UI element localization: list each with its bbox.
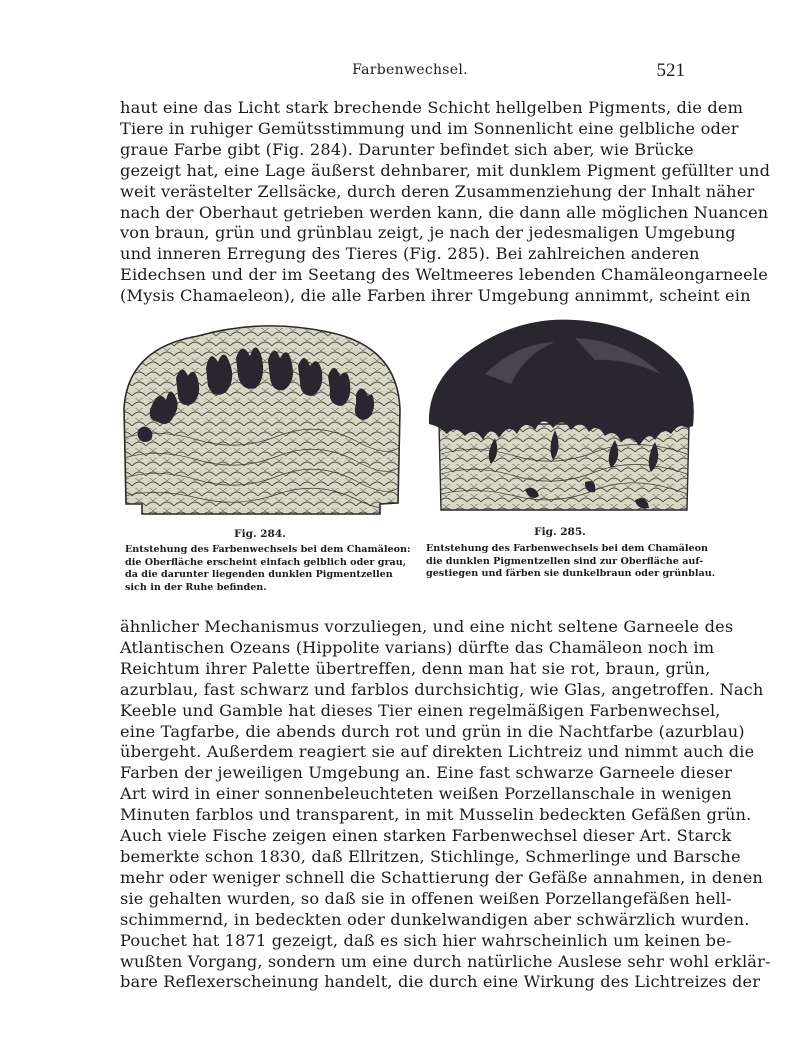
text-line: gezeigt hat, eine Lage äußerst dehnbarer, mit dunklem Pigment gefüllter und <box>120 160 771 180</box>
caption-line: da die darunter liegenden dunklen Pigmentzellen <box>125 569 393 581</box>
text-line: (Mysis Chamaeleon), die alle Farben ihrer Umgebung annimmt, scheint ein <box>120 286 751 306</box>
text-line: bemerkte schon 1830, daß Ellritzen, Stichlinge, Schmerlinge und Barsche <box>120 846 741 866</box>
text-line: sie gehalten wurden, so daß sie in offenen weißen Porzellangefäßen hell- <box>120 888 732 908</box>
figure-285-caption <box>426 543 716 581</box>
skin-section-darkened-image <box>425 314 697 518</box>
text-line: Minuten farblos und transparent, in mit Musselin bedeckten Gefäßen grün. <box>120 805 752 825</box>
text-line: Keeble und Gamble hat dieses Tier einen regelmäßigen Farbenwechsel, <box>120 700 721 720</box>
text-line: azurblau, fast schwarz und farblos durchsichtig, wie Glas, angetroffen. Nach <box>120 679 764 699</box>
text-line: haut eine das Licht stark brechende Schicht hellgelben Pigments, die dem <box>120 98 744 117</box>
text-line: und inneren Erregung des Tieres (Fig. 285). Bei zahlreichen anderen <box>120 244 700 264</box>
caption-line: sich in der Ruhe befinden. <box>125 581 267 593</box>
text-line: Eidechsen und der im Seetang des Weltmeeres lebenden Chamäleongarneele <box>120 265 768 285</box>
text-line: Reichtum ihrer Palette übertreffen, denn man hat sie rot, braun, grün, <box>120 658 711 678</box>
text-line: Art wird in einer sonnenbeleuchteten weißen Porzellanschale in wenigen <box>120 784 732 804</box>
text-line: Pouchet hat 1871 gezeigt, daß es sich hier wahrscheinlich um keinen be- <box>120 930 732 950</box>
caption-line: die Oberfläche erscheint einfach gelblich oder grau, <box>125 556 407 568</box>
text-line: weit verästelter Zellsäcke, durch deren Zusammenziehung der Inhalt näher <box>120 181 755 201</box>
text-line: eine Tagfarbe, die abends durch rot und grün in die Nachtfarbe (azurblau) <box>120 721 745 741</box>
text-line: von braun, grün und grünblau zeigt, je nach der jedesmaligen Umgebung <box>120 223 736 243</box>
caption-line: gestiegen und färben sie dunkelbraun oder grünblau. <box>426 568 716 580</box>
paragraph-bottom <box>120 617 771 993</box>
caption-line: Entstehung des Farbenwechsels bei dem Chamäleon: <box>125 544 411 555</box>
text-line: Tiere in ruhiger Gemütsstimmung und im Sonnenlicht eine gelbliche oder <box>120 118 739 138</box>
figure-284-caption <box>125 544 411 594</box>
text-line: nach der Oberhaut getrieben werden kann, die dann alle möglichen Nuancen <box>120 202 769 222</box>
page-number: 521 <box>656 60 685 81</box>
text-line: Farben der jeweiligen Umgebung an. Eine fast schwarze Garneele dieser <box>120 763 732 783</box>
paragraph-top <box>120 98 771 307</box>
text-line: graue Farbe gibt (Fig. 284). Darunter befindet sich aber, wie Brücke <box>120 139 694 159</box>
text-line: Atlantischen Ozeans (Hippolite varians) dürfte das Chamäleon noch im <box>120 637 715 657</box>
skin-section-resting-image <box>118 318 406 518</box>
figure-285-illustration <box>425 314 697 518</box>
text-line: ähnlicher Mechanismus vorzuliegen, und eine nicht seltene Garneele des <box>120 617 734 636</box>
figure-284-label: Fig. 284. <box>234 528 286 540</box>
text-line: Auch viele Fische zeigen einen starken Farbenwechsel dieser Art. Starck <box>120 826 732 846</box>
caption-line: die dunklen Pigmentzellen sind zur Oberfläche auf- <box>426 555 704 567</box>
text-line: bare Reflexerscheinung handelt, die durch eine Wirkung des Lichtreizes der <box>120 972 761 992</box>
text-line: wußten Vorgang, sondern um eine durch natürliche Auslese sehr wohl erklär- <box>120 951 771 971</box>
running-head: Farbenwechsel. <box>352 62 468 78</box>
figure-284-illustration <box>118 318 406 518</box>
text-line: übergeht. Außerdem reagiert sie auf direkten Lichtreiz und nimmt auch die <box>120 742 755 762</box>
text-line: schimmernd, in bedeckten oder dunkelwandigen aber schwärzlich wurden. <box>120 909 750 929</box>
text-line: mehr oder weniger schnell die Schattierung der Gefäße annahmen, in denen <box>120 867 763 887</box>
figure-285-label: Fig. 285. <box>534 526 586 538</box>
caption-line: Entstehung des Farbenwechsels bei dem Chamäleon <box>426 543 709 554</box>
